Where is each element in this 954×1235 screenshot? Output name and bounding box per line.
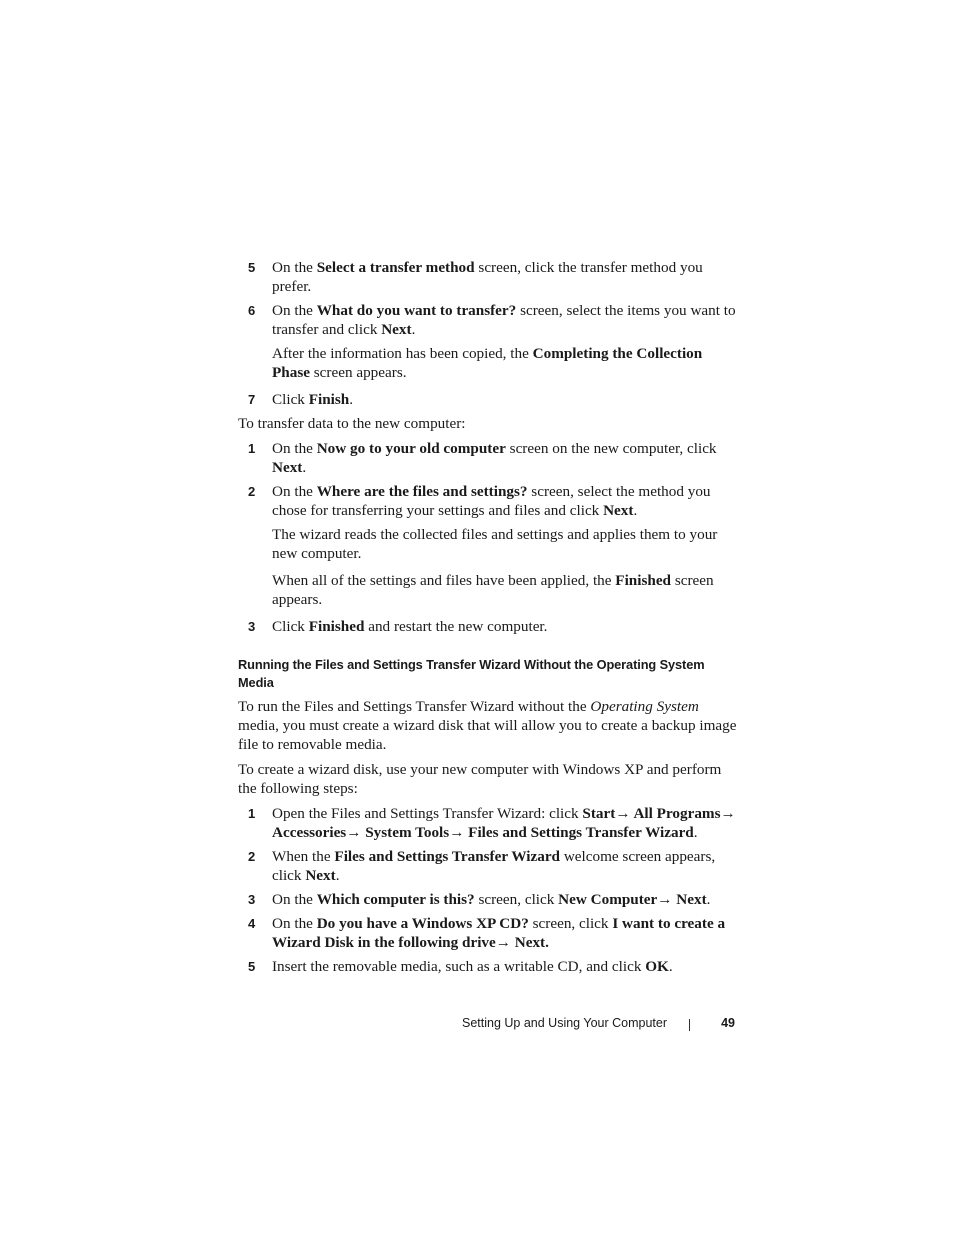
arrow-icon: → (657, 891, 673, 908)
step-6-what-to-transfer: 6 On the What do you want to transfer? screen, select the items you want to transfer and click Next. (248, 302, 736, 338)
step-2-where-files: 2 On the Where are the files and settings? screen, select the method you chose for transferring your settings and files and click Next. (248, 483, 711, 519)
step-5-select-method: 5 On the Select a transfer method screen, click the transfer method you prefer. (248, 259, 703, 295)
arrow-icon: → (615, 805, 631, 822)
step-2-welcome-screen: 2 When the Files and Settings Transfer Wizard welcome screen appears, click Next. (248, 848, 716, 884)
paragraph-wizard-disk: To create a wizard disk, use your new computer with Windows XP and perform the following steps: (238, 761, 722, 797)
step-3-which-computer: 3 On the Which computer is this? screen, click New Computer→ Next. (248, 891, 711, 908)
step-number: 7 (248, 392, 256, 407)
step-4-windows-xp-cd: 4 On the Do you have a Windows XP CD? screen, click I want to create a Wizard Disk in the following drive→ Next. (248, 915, 726, 951)
arrow-icon: → (346, 824, 362, 841)
section-heading: Running the Files and Settings Transfer Wizard Without the Operating System Media (238, 657, 705, 690)
step-number: 2 (248, 484, 256, 499)
footer-divider (689, 1019, 690, 1031)
arrow-icon: → (449, 824, 465, 841)
paragraph-without-os-media: To run the Files and Settings Transfer Wizard without the Operating System media, you must create a wizard disk that will allow you to create a backup image file to removable media. (238, 698, 737, 753)
arrow-icon: → (495, 934, 511, 951)
arrow-icon: → (720, 805, 736, 822)
step-2-note-finished: When all of the settings and files have been applied, the Finished screen appears. (272, 572, 714, 608)
step-1-old-computer: 1 On the Now go to your old computer screen on the new computer, click Next. (248, 440, 717, 476)
step-7-click-finish: 7 Click Finish. (248, 391, 354, 408)
page-number: 49 (721, 1016, 735, 1030)
step-number: 2 (248, 849, 256, 864)
footer-title: Setting Up and Using Your Computer (462, 1016, 667, 1030)
step-number: 3 (248, 892, 256, 907)
step-number: 3 (248, 619, 256, 634)
step-number: 1 (248, 441, 256, 456)
step-number: 5 (248, 959, 256, 974)
step-number: 4 (248, 916, 256, 931)
transfer-intro: To transfer data to the new computer: (238, 415, 466, 432)
step-number: 1 (248, 806, 256, 821)
step-number: 6 (248, 303, 256, 318)
page-content (238, 258, 738, 981)
step-6-note: After the information has been copied, the Completing the Collection Phase screen appears. (272, 345, 703, 381)
step-number: 5 (248, 260, 256, 275)
step-2-note-wizard: The wizard reads the collected files and settings and applies them to your new computer. (272, 526, 718, 562)
step-1-open-wizard: 1 Open the Files and Settings Transfer Wizard: click Start→ All Programs→ Accessories→ System Tools→ Files and Settings Transfer Wizard. (248, 805, 736, 841)
step-3-click-finished: 3 Click Finished and restart the new computer. (248, 618, 548, 635)
step-5-insert-media: 5 Insert the removable media, such as a writable CD, and click OK. (248, 958, 673, 975)
